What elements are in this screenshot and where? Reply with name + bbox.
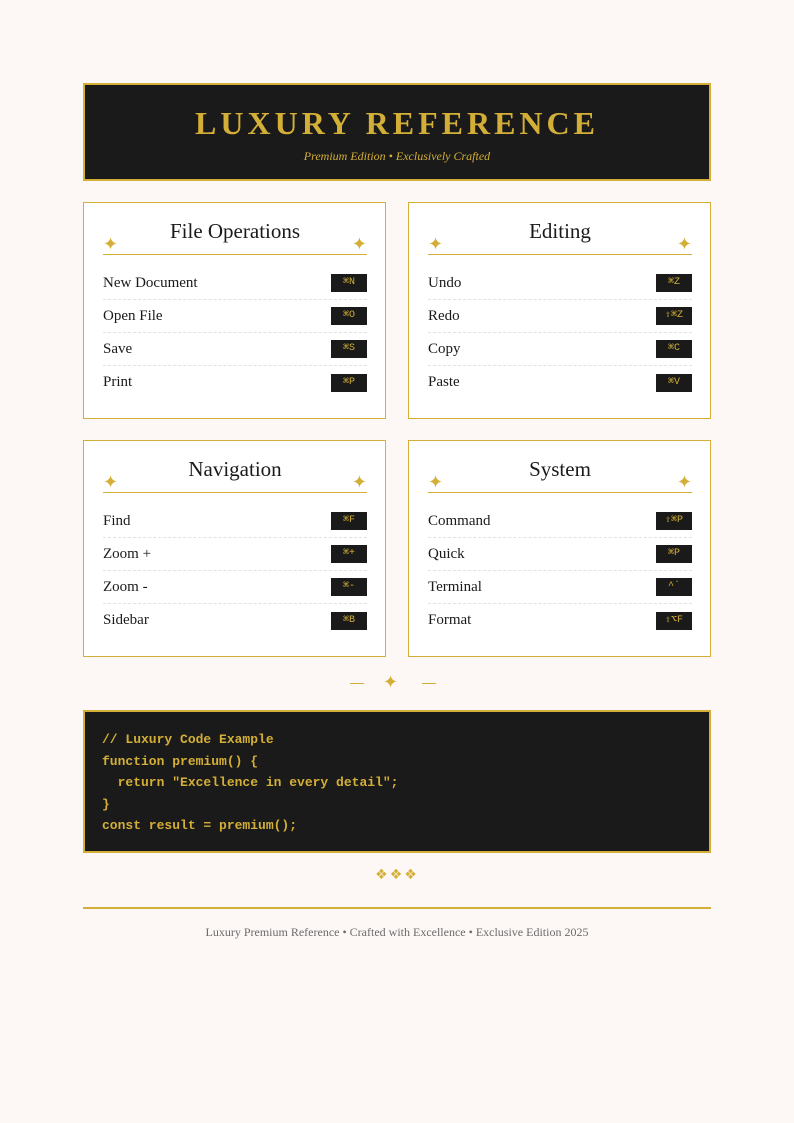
shortcut-label: Redo	[428, 307, 460, 324]
shortcut-row	[428, 267, 692, 300]
section-system	[408, 440, 711, 657]
shortcut-key: ⇧⌘P	[656, 512, 692, 530]
shortcut-grid	[83, 202, 711, 656]
shortcut-row	[103, 333, 367, 366]
shortcut-label: Quick	[428, 545, 465, 562]
section-divider	[83, 656, 711, 710]
section-header	[428, 216, 692, 255]
shortcut-key: ⌘P	[331, 374, 367, 392]
shortcut-key: ^`	[656, 578, 692, 596]
shortcut-key: ⌘S	[331, 340, 367, 358]
code-line: const result = premium();	[102, 818, 298, 833]
section-header	[103, 216, 367, 255]
shortcut-row	[103, 300, 367, 333]
divider-line	[422, 683, 436, 684]
shortcut-key: ⇧⌘Z	[656, 307, 692, 325]
shortcut-label: Find	[103, 512, 131, 529]
code-block	[83, 710, 711, 853]
shortcut-row	[428, 333, 692, 366]
shortcut-list	[103, 267, 367, 399]
star-icon: ✦	[383, 672, 399, 693]
section-header	[103, 454, 367, 493]
shortcut-label: Undo	[428, 274, 462, 291]
shortcut-label: New Document	[103, 274, 198, 291]
shortcut-row	[103, 366, 367, 399]
shortcut-key: ⌘-	[331, 578, 367, 596]
star-icon: ✦	[103, 234, 119, 255]
shortcut-label: Zoom -	[103, 578, 148, 595]
shortcut-row	[103, 267, 367, 300]
shortcut-row	[428, 604, 692, 637]
shortcut-key: ⌘N	[331, 274, 367, 292]
shortcut-row	[103, 571, 367, 604]
section-file-operations	[83, 202, 386, 419]
shortcut-row	[428, 366, 692, 399]
star-icon: ✦	[351, 234, 367, 255]
shortcut-key: ⌘+	[331, 545, 367, 563]
footer-text: Luxury Premium Reference • Crafted with Excellence • Exclusive Edition 2025	[205, 925, 589, 939]
page-subtitle: Premium Edition • Exclusively Crafted	[303, 149, 491, 163]
section-header	[428, 454, 692, 493]
shortcut-row	[103, 538, 367, 571]
code-line: // Luxury Code Example	[102, 732, 274, 747]
star-icon: ✦	[103, 472, 119, 493]
shortcut-row	[103, 604, 367, 637]
page-title: LUXURY REFERENCE	[195, 105, 599, 141]
star-icon: ✦	[676, 472, 692, 493]
section-navigation	[83, 440, 386, 657]
footer-divider	[83, 907, 711, 909]
code-line: }	[102, 796, 110, 812]
star-icon: ✦	[428, 472, 444, 493]
shortcut-label: Terminal	[428, 578, 482, 595]
shortcut-label: Save	[103, 340, 133, 357]
shortcut-key: ⌘P	[656, 545, 692, 563]
code-line: function premium() {	[102, 753, 259, 769]
shortcut-row	[428, 300, 692, 333]
shortcut-list	[428, 267, 692, 399]
shortcut-label: Paste	[428, 374, 460, 390]
code-line: return "Excellence in every detail";	[102, 775, 399, 790]
shortcut-label: Sidebar	[103, 612, 149, 628]
shortcut-label: Print	[103, 374, 133, 390]
shortcut-key: ⌘O	[331, 307, 367, 325]
section-title: Navigation	[188, 457, 282, 481]
section-title: File Operations	[169, 219, 301, 243]
shortcut-key: ⌘Z	[656, 274, 692, 292]
shortcut-key: ⌘V	[656, 374, 692, 392]
shortcut-row	[428, 505, 692, 538]
star-icon: ✦	[428, 234, 444, 255]
shortcut-list	[103, 505, 367, 637]
shortcut-label: Command	[428, 512, 491, 529]
shortcut-row	[428, 571, 692, 604]
shortcut-key: ⌘F	[331, 512, 367, 530]
shortcut-row	[428, 538, 692, 571]
shortcut-key: ⌘B	[331, 612, 367, 630]
section-title: Editing	[529, 219, 591, 243]
diamond-ornament-icon: ❖❖❖	[375, 867, 419, 883]
section-editing	[408, 202, 711, 419]
section-title: System	[529, 457, 591, 481]
shortcut-label: Copy	[428, 340, 461, 357]
shortcut-key: ⇧⌥F	[656, 612, 692, 630]
page	[83, 83, 711, 940]
shortcut-label: Open File	[103, 307, 163, 324]
header-banner	[83, 83, 711, 181]
shortcut-list	[428, 505, 692, 637]
shortcut-label: Format	[428, 612, 472, 628]
star-icon: ✦	[351, 472, 367, 493]
shortcut-key: ⌘C	[656, 340, 692, 358]
divider-line	[350, 683, 364, 684]
shortcut-row	[103, 505, 367, 538]
star-icon: ✦	[676, 234, 692, 255]
shortcut-label: Zoom +	[103, 545, 152, 562]
